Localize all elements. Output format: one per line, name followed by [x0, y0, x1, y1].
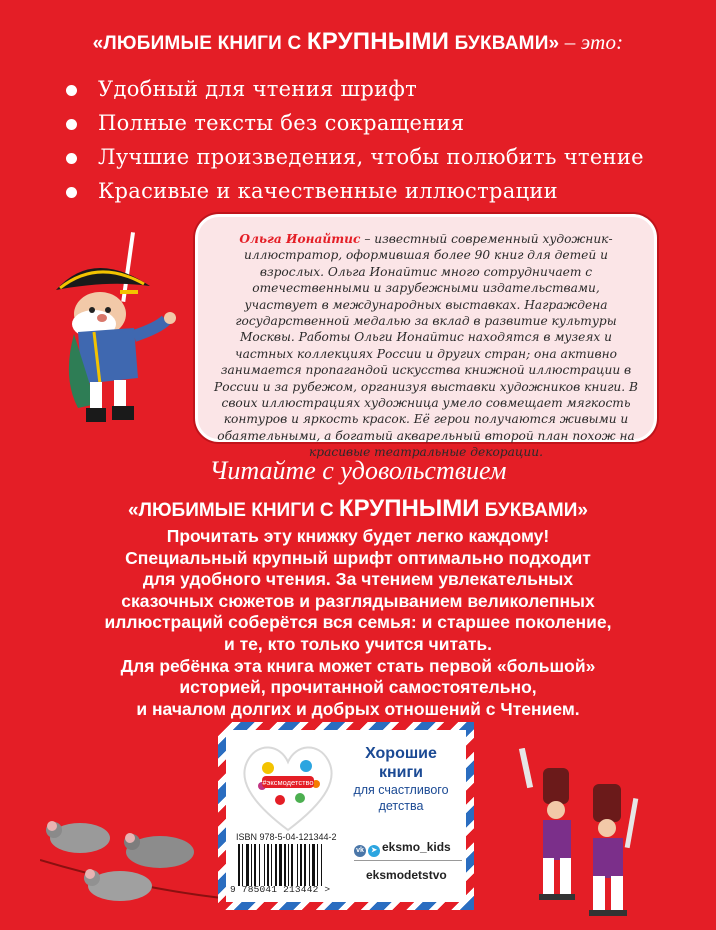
read-title: Читайте с удовольствием — [209, 456, 507, 485]
nutcracker-illustration — [38, 228, 183, 428]
bullet-icon — [66, 119, 77, 130]
series-name-post: БУКВАМИ» — [449, 33, 560, 54]
barcode-bar — [267, 844, 269, 886]
barcode-bar — [321, 844, 322, 886]
barcode-bar — [275, 844, 277, 886]
barcode-bar — [284, 844, 286, 886]
barcode-bar — [300, 844, 302, 886]
publisher-postcard — [218, 722, 474, 910]
series-tail: – это: — [559, 30, 624, 54]
feature-item: Удобный для чтения шрифт — [62, 72, 644, 106]
features-list — [62, 72, 644, 208]
promo-line: Специальный крупный шрифт оптимально подходит — [125, 547, 591, 568]
series-title-pre: «ЛЮБИМЫЕ КНИГИ С — [128, 500, 339, 521]
series-title-big: КРУПНЫМИ — [338, 495, 480, 522]
barcode-bar — [288, 844, 289, 886]
barcode-bar — [264, 844, 265, 886]
barcode-bar — [297, 844, 298, 886]
series-slogan — [0, 28, 716, 56]
bullet-icon — [66, 187, 77, 198]
illustrator-bio — [195, 214, 657, 460]
barcode-bar — [254, 844, 256, 886]
promo-line: Для ребёнка эта книга может стать первой «большой» — [120, 655, 596, 676]
barcode-bar — [271, 844, 272, 886]
social-link-kids[interactable]: vk ➤ eksmo_kids — [354, 840, 451, 857]
series-title — [0, 495, 716, 523]
telegram-icon: ➤ — [368, 845, 380, 857]
promo-line: иллюстраций соберётся вся семья: и старшее поколение, — [104, 612, 612, 633]
barcode-bar — [291, 844, 293, 886]
bullet-icon — [66, 153, 77, 164]
heart-tag: #эксмодетство — [262, 778, 314, 787]
feature-item: Красивые и качественные иллюстрации — [62, 174, 644, 208]
barcode-bar — [246, 844, 249, 886]
toy-soldiers-illustration — [505, 748, 655, 923]
feature-item: Полные тексты без сокращения — [62, 106, 644, 140]
illustrator-bio-text: – известный современный художник-иллюстратор, оформившая более 90 книг для детей и взрослых. Ольга Ионайтис много сотрудничает с отечественными и зарубежными издательствами, участвует в международных выставках. Награждена государственной медалью за вклад в развитие культуры Москвы. Работы Ольги Ионайтис находятся в музеях и частных коллекциях России и других стран; она активно занимается пропагандой искусства книжной иллюстрации в России и за рубежом, организуя выставки художников книги. В своих иллюстрациях художница умело совмещает мягкость контуров и яркость красок. Её герои получаются живыми и обаятельными, а богатый акварельный второй план похож на красивые театральные декорации. — [214, 232, 638, 460]
barcode-bar — [242, 844, 243, 886]
barcode-number: 9 785041 213442 > — [230, 884, 331, 895]
isbn: ISBN 978-5-04-121344-2 — [236, 832, 337, 842]
divider — [354, 860, 462, 861]
series-name-pre: «ЛЮБИМЫЕ КНИГИ С — [92, 33, 307, 54]
promo-line: и те, кто только учится читать. — [223, 633, 493, 654]
series-title-post: БУКВАМИ» — [479, 500, 588, 521]
series-name-big: КРУПНЫМИ — [306, 28, 450, 55]
barcode-icon — [236, 844, 348, 886]
barcode-bar — [304, 844, 306, 886]
barcode-bar — [238, 844, 240, 886]
barcode-bar — [312, 844, 315, 886]
promo-line: историей, прочитанной самостоятельно, — [179, 677, 537, 698]
promo-text — [60, 526, 656, 720]
feature-item: Лучшие произведения, чтобы полюбить чтение — [62, 140, 644, 174]
promo-line: для удобного чтения. За чтением увлекательных — [142, 569, 574, 590]
barcode-bar — [259, 844, 260, 886]
social-link-detstvo[interactable]: eksmodetstvo — [366, 868, 447, 882]
barcode-bar — [309, 844, 310, 886]
mice-illustration — [40, 800, 240, 910]
illustrator-name: Ольга Ионайтис — [239, 232, 361, 246]
barcode-bar — [317, 844, 318, 886]
barcode-bar — [279, 844, 282, 886]
promo-line: Прочитать эту книжку будет легко каждому! — [166, 526, 550, 546]
bullet-icon — [66, 85, 77, 96]
vk-icon: vk — [354, 845, 366, 857]
promo-line: сказочных сюжетов и разглядыванием великолепных — [121, 590, 595, 611]
publisher-slogan: Хорошие книги для счастливого детства — [353, 745, 449, 813]
barcode-bar — [251, 844, 252, 886]
heart-logo-icon — [238, 738, 338, 834]
promo-line: и началом долгих и добрых отношений с Чтением. — [136, 698, 580, 719]
